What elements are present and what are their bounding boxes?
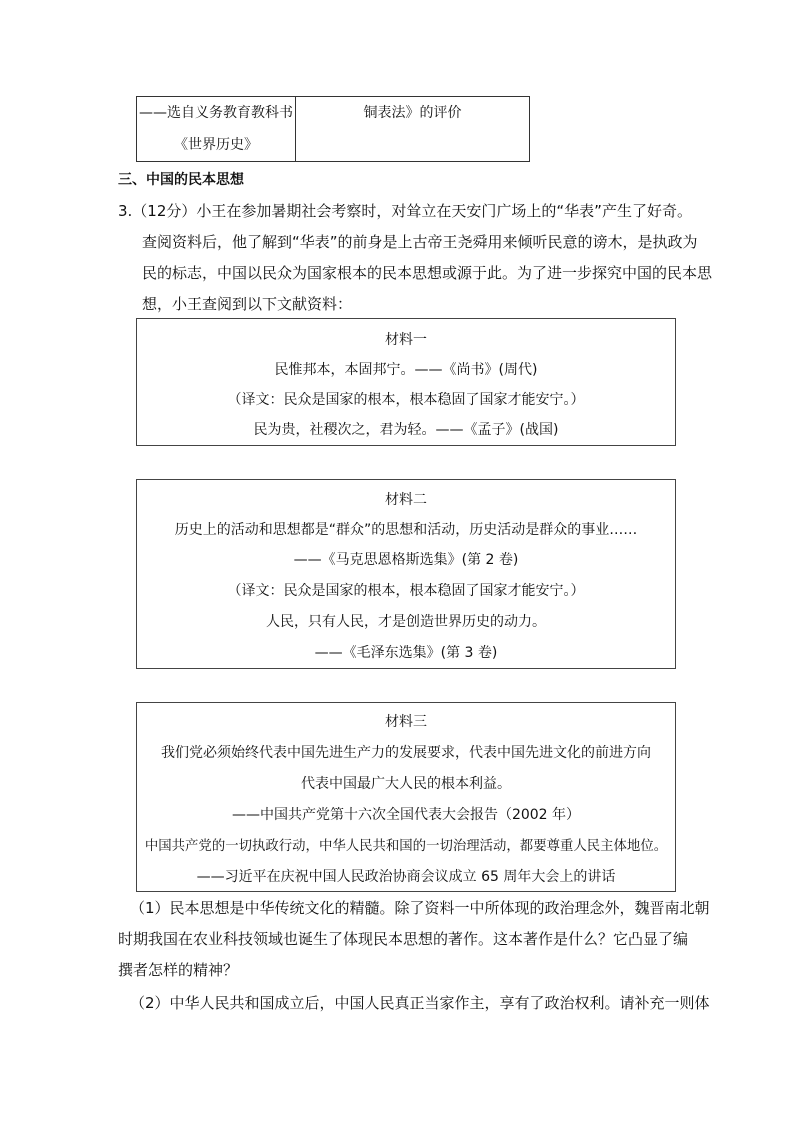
material-title: 材料一: [385, 332, 427, 348]
material-line: 代表中国最广大人民的根本利益。: [301, 776, 511, 792]
material-line: 民为贵，社稷次之，君为轻。——《孟子》(战国): [253, 422, 559, 438]
material-line: ——《马克思恩格斯选集》(第 2 卷): [293, 552, 519, 568]
sub-question-2: [130, 988, 710, 1019]
material-line: ——中国共产党第十六次全国代表大会报告（2002 年）: [231, 807, 581, 823]
question-line: 3.（12分）小王在参加暑期社会考察时，对耸立在天安门广场上的“华表”产生了好奇。: [118, 202, 692, 220]
material-line: 中国共产党的一切执政行动，中华人民共和国的一切治理活动，都要尊重人民主体地位。: [144, 839, 668, 854]
material-3-box: [136, 702, 676, 892]
question-line: 撰者怎样的精神？: [118, 961, 239, 979]
material-line: ——习近平在庆祝中国人民政治协商会议成立 65 周年大会上的讲话: [196, 869, 616, 885]
question-3-intro: [118, 196, 713, 320]
question-line: 民的标志，中国以民众为国家根本的民本思想或源于此。为了进一步探究中国的民本思: [142, 264, 713, 282]
table-left-cell: [137, 97, 295, 161]
material-title: 材料二: [385, 492, 427, 508]
material-2-box: [136, 479, 676, 669]
material-line: 历史上的活动和思想都是“群众”的思想和活动，历史活动是群众的事业……: [174, 522, 638, 538]
material-line: 人民，只有人民，才是创造世界历史的动力。: [266, 614, 546, 630]
table-right-cell: 铜表法》的评价: [363, 105, 462, 121]
section-title: 三、中国的民本思想: [118, 172, 244, 188]
sub-question-1: [118, 893, 710, 986]
table-source-line: ——选自义务教育教科书: [139, 105, 293, 121]
question-line: （2）中华人民共和国成立后，中国人民真正当家作主，享有了政治权利。请补充一则体: [130, 994, 710, 1012]
material-line: 我们党必须始终代表中国先进生产力的发展要求，代表中国先进文化的前进方向: [161, 745, 651, 761]
question-line: 时期我国在农业科技领域也诞生了体现民本思想的著作。这本著作是什么？它凸显了编: [118, 930, 689, 948]
question-line: （1）民本思想是中华传统文化的精髓。除了资料一中所体现的政治理念外，魏晋南北朝: [130, 899, 710, 917]
question-line: 查阅资料后，他了解到“华表”的前身是上古帝王尧舜用来倾听民意的谤木，是执政为: [142, 233, 698, 251]
source-table: [136, 96, 530, 162]
material-title: 材料三: [385, 714, 427, 730]
material-line: ——《毛泽东选集》(第 3 卷): [314, 645, 498, 661]
material-1-box: [136, 318, 676, 446]
material-line: （译文：民众是国家的根本，根本稳固了国家才能安宁。）: [227, 583, 585, 599]
material-line: 民惟邦本，本固邦宁。——《尚书》(周代): [274, 362, 538, 378]
question-line: 想，小王查阅到以下文献资料：: [142, 295, 353, 313]
material-line: （译文：民众是国家的根本，根本稳固了国家才能安宁。）: [227, 392, 585, 408]
table-source-line: 《世界历史》: [174, 137, 258, 153]
